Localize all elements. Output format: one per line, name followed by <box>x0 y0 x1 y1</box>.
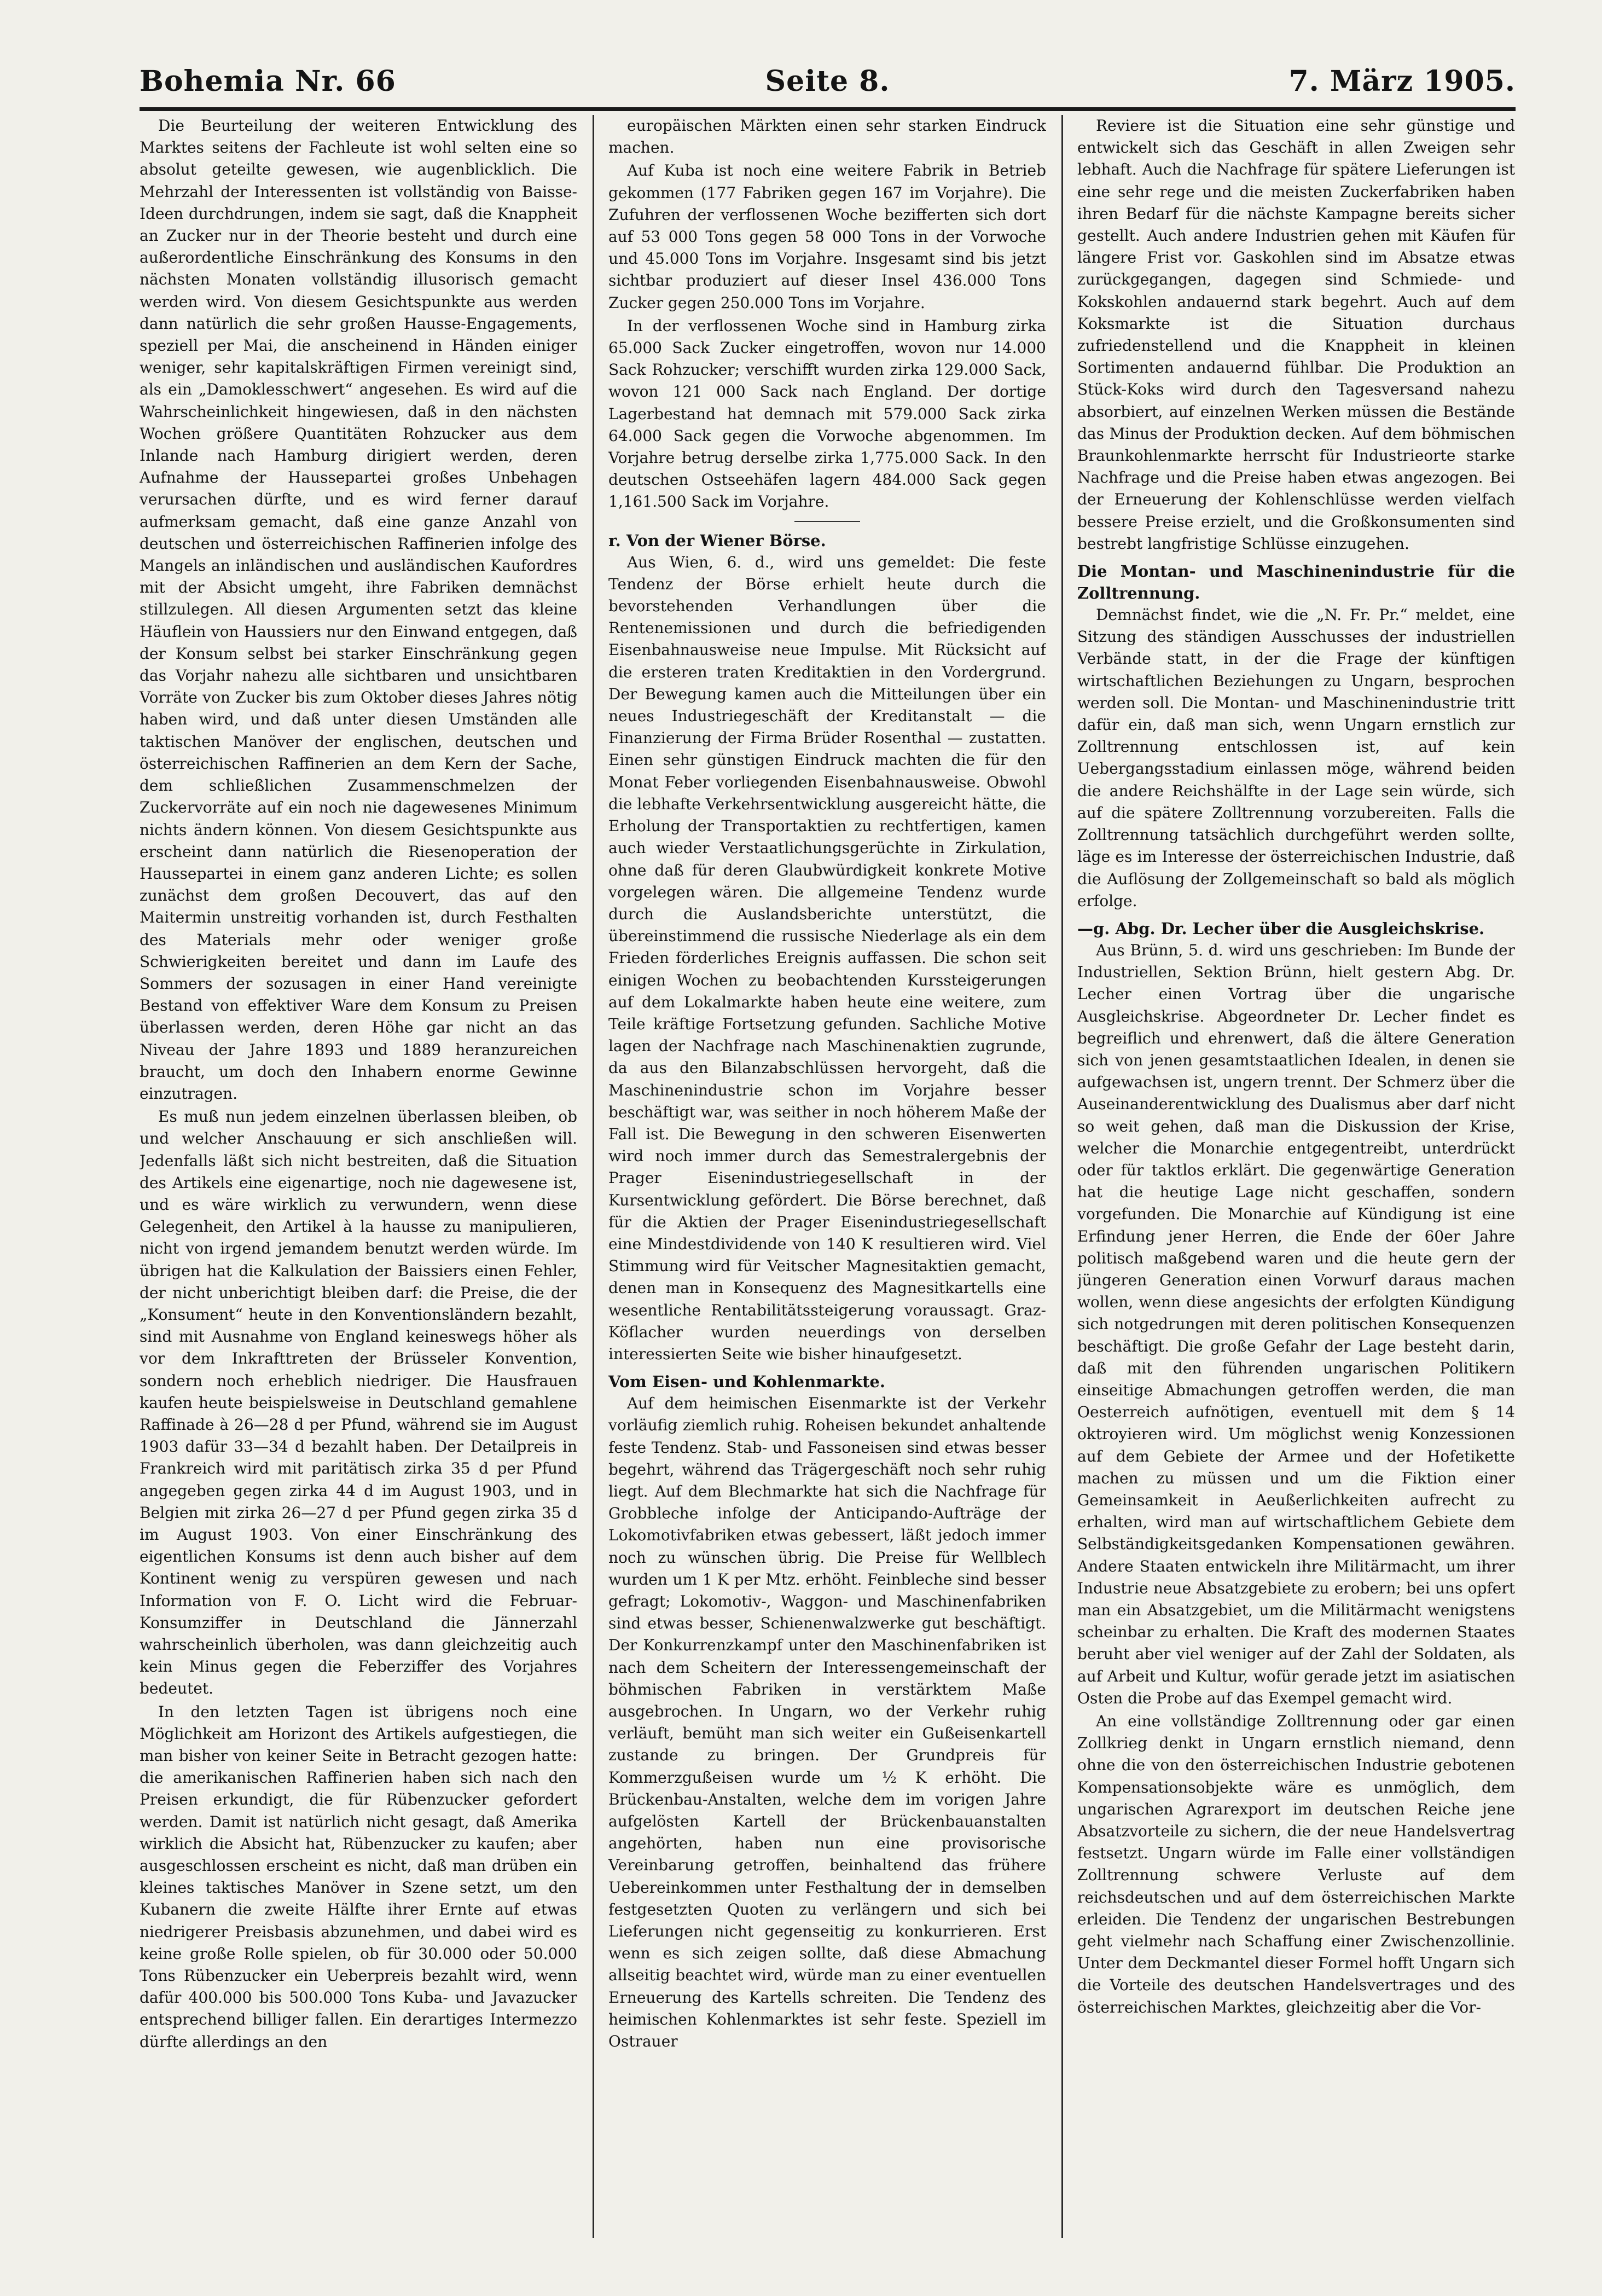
article-columns <box>140 115 1516 2238</box>
iron-coal-market-heading: Vom Eisen- und Kohlenmarkte. <box>608 1372 885 1391</box>
column-divider-1 <box>593 115 594 2238</box>
header-masthead: Bohemia Nr. 66 <box>140 65 396 98</box>
sugar-market-paragraph-3: In den letzten Tagen ist übrigens noch eine Möglichkeit am Horizont des Artikels aufgestiegen, die man bisher von keiner Seite in Betracht gezogen hatte: die amerikanischen Raffinerien haben sich nach den Preisen erkundigt, die für Rübenzucker gefordert werden. Damit ist natürlich nicht gesagt, daß Amerika wirklich die Absicht hat, Rübenzucker zu kaufen; aber ausgeschlossen erscheint es nicht, daß man drüben ein kleines taktisches Manöver in Szene setzt, um den Kubanern die zweite Hälfte ihrer Ernte auf etwas niedrigerer Preisbasis abzunehmen, und dabei wird es keine große Rolle spielen, ob für 30.000 oder 50.000 Tons Rübenzucker ein Ueberpreis bezahlt wird, wenn dafür 400.000 bis 500.000 Tons Kuba- und Javazucker entsprechend billiger fallen. Ein derartiges Intermezzo dürfte allerdings an den <box>140 1702 577 2051</box>
hamburg-paragraph: In der verflossenen Woche sind in Hamburg zirka 65.000 Sack Zucker eingetroffen, wovon nur 14.000 Sack Rohzucker; verschifft wurden zirka 129.000 Sack, wovon 121 000 Sack nach England. Der dortige Lagerbestand hat demnach mit 579.000 Sack zirka 64.000 Sack gegen die Vorwoche abgenommen. Im Vorjahre betrug derselbe zirka 1,775.000 Sack. In den deutschen Ostseehäfen lagern 484.000 Sack gegen 1,161.500 Sack im Vorjahre. <box>608 316 1046 511</box>
vienna-exchange-heading: r. Von der Wiener Börse. <box>608 531 826 550</box>
sugar-market-paragraph-1: Die Beurteilung der weiteren Entwicklung des Marktes seitens der Fachleute ist wohl selten eine so absolut geteilte gewesen, wie augenblicklich. Die Mehrzahl der Interessenten ist vollständig von Baisse-Ideen durchdrungen, indem sie sagt, daß die Knappheit an Zucker nur in der Theorie besteht und durch eine außerordentliche Einschränkung des Konsums in den nächsten Monaten vollständig illusorisch gemacht werden wird. Von diesem Gesichtspunkte aus werden dann natürlich die sehr großen Hausse-Engagements, speziell per Mai, die anscheinend in Händen einiger weniger, sehr kapitalskräftigen Firmen vereinigt sind, als ein „Damoklesschwert“ angesehen. Es wird auf die Wahrscheinlichkeit hingewiesen, daß in den nächsten Wochen größere Quantitäten Rohzucker aus dem Inlande nach Hamburg dirigiert werden, deren Aufnahme der Haussepartei großes Unbehagen verursachen dürfte, und es wird ferner darauf aufmerksam gemacht, daß eine ganze Anzahl von deutschen und österreichischen Raffinerien infolge des Mangels an inländischen und ausländischen Kaufordres mit der Absicht umgeht, ihre Fabriken demnächst stillzulegen. All diesen Argumenten setzt das kleine Häuflein von Haussiers nur den Einwand entgegen, daß der Konsum selbst bei starker Einschränkung gegen das Vorjahr nahezu alle sichtbaren und unsichtbaren Vorräte von Zucker bis zum Oktober dieses Jahres nötig haben wird, und daß unter diesen Umständen alle taktischen Manöver der englischen, deutschen und österreichischen Raffinerien an dem Kern der Sache, dem schließlichen Zusammenschmelzen der Zuckervorräte auf ein noch nie dagewesenes Minimum nichts ändern können. Von diesem Gesichtspunkte aus erscheint dann natürlich die Riesenoperation der Haussepartei in einem ganz anderen Lichte; es sollen zunächst dem großen Decouvert, das auf den Maitermin unstreitig vorhanden ist, durch Festhalten des Materials mehr oder weniger große Schwierigkeiten bereitet und dann im Laufe des Sommers der sozusagen in einer Hand vereinigte Bestand von effektiver Ware dem Konsum zu Preisen überlassen werden, deren Höhe gar nicht an das Niveau der Jahre 1893 und 1889 heranzureichen braucht, um doch den Inhabern enorme Gewinne einzutragen. <box>140 117 577 1103</box>
montan-industry-paragraph: Demnächst findet, wie die „N. Fr. Pr.“ meldet, eine Sitzung des ständigen Ausschusses der industriellen Verbände statt, in der die Frage der künftigen wirtschaftlichen Beziehungen zu Ungarn, besprochen werden soll. Die Montan- und Maschinenindustrie tritt dafür ein, daß man sich, wenn Ungarn ernstlich zur Zolltrennung entschlossen ist, auf kein Uebergangsstadium einlassen möge, während beiden die andere Reichshälfte in der Lage sein würde, sich auf die spätere Zolltrennung vorzubereiten. Falls die Zolltrennung tatsächlich durchgeführt werden sollte, läge es im Interesse der österreichischen Industrie, daß die Auflösung der Zollgemeinschaft so bald als möglich erfolge. <box>1077 606 1515 910</box>
column-1 <box>140 115 577 2238</box>
column-3 <box>1077 115 1515 2238</box>
iron-coal-market-paragraph: Auf dem heimischen Eisenmarkte ist der Verkehr vorläufig ziemlich ruhig. Roheisen bekundet anhaltende feste Tendenz. Stab- und Fassoneisen sind etwas besser begehrt, während das Trägergeschäft noch sehr ruhig liegt. Auf dem Blechmarkte hat sich die Nachfrage für Grobbleche infolge der Anticipando-Aufträge der Lokomotivfabriken etwas gebessert, läßt jedoch immer noch zu wünschen übrig. Die Preise für Wellblech wurden um 1 K per Mtz. erhöht. Feinbleche sind besser gefragt; Lokomotiv-, Waggon- und Maschinenfabriken sind etwas besser, Schienenwalzwerke gut beschäftigt. Der Konkurrenzkampf unter den Maschinenfabriken ist nach dem Scheitern der Interessengemeinschaft der böhmischen Fabriken in verstärktem Maße ausgebrochen. In Ungarn, wo der Verkehr ruhig verläuft, bemüht man sich weiter ein Gußeisenkartell zustande zu bringen. Der Grundpreis für Kommerzgußeisen wurde um ½ K erhöht. Die Brückenbau-Anstalten, welche dem im vorigen Jahre aufgelösten Kartell der Brückenbauanstalten angehörten, haben nun eine provisorische Vereinbarung getroffen, beinhaltend das frühere Uebereinkommen unter Festhaltung der in demselben festgesetzten Quoten zu verlängern und sich bei Lieferungen nicht gegenseitig zu konkurrieren. Erst wenn es sich zeigen sollte, daß diese Abmachung allseitig beachtet wird, würde man zu einer eventuellen Erneuerung des Kartells schreiten. Die Tendenz des heimischen Kohlenmarktes ist sehr feste. Speziell im Ostrauer <box>608 1394 1046 2051</box>
sugar-market-paragraph-2: Es muß nun jedem einzelnen überlassen bleiben, ob und welcher Anschauung er sich anschließen will. Jedenfalls läßt sich nicht bestreiten, daß die Situation des Artikels eine eigenartige, noch nie dagewesene ist, und es wäre wirklich zu verwundern, wenn diese Gelegenheit, den Artikel à la hausse zu manipulieren, nicht von irgend jemandem benutzt werden würde. Im übrigen hat die Kalkulation der Baissiers einen Fehler, der nicht unberichtigt bleiben darf: die Preise, die der „Konsument“ heute in den Konventionsländern bezahlt, sind mit Ausnahme von England keineswegs höher als vor dem Inkrafttreten der Brüsseler Konvention, sondern noch erheblich niedriger. Die Hausfrauen kaufen heute beispielsweise in Deutschland gemahlene Raffinade à 26—28 d per Pfund, während sie im August 1903 dafür 33—34 d bezahlt haben. Der Detailpreis in Frankreich wird mit paritätisch zirka 35 d per Pfund angegeben gegen zirka 44 d im August 1903, und in Belgien mit zirka 26—27 d per Pfund gegen zirka 35 d im August 1903. Von einer Einschränkung des eigentlichen Konsums ist denn auch bisher auf dem Kontinent wenig zu verspüren gewesen und nach Information von F. O. Licht wird die Februar-Konsumziffer in Deutschland die Jännerzahl wahrscheinlich überholen, was dann gleichzeitig auch kein Minus gegen die Feberziffer des Vorjahres bedeutet. <box>140 1108 577 1698</box>
column-divider-2 <box>1061 115 1063 2238</box>
sugar-market-paragraph-4: europäischen Märkten einen sehr starken Eindruck machen. <box>608 117 1046 157</box>
vienna-exchange-paragraph: Aus Wien, 6. d., wird uns gemeldet: Die feste Tendenz der Börse erhielt heute durch die bevorstehenden Verhandlungen über die Rentenemissionen und durch die befriedigenden Eisenbahnausweise neue Impulse. Mit Rücksicht auf die ersteren traten Kreditaktien in den Vordergrund. Der Bewegung kamen auch die Mitteilungen über ein neues Industriegeschäft der Kreditanstalt — die Finanzierung der Firma Brüder Rosenthal — zustatten. Einen sehr günstigen Eindruck machten die für den Monat Feber vorliegenden Eisenbahnausweise. Obwohl die lebhafte Verkehrsentwicklung ausgereicht hätte, die Erholung der Transportaktien zu rechtfertigen, kamen auch wieder Verstaatlichungsgerüchte in Zirkulation, ohne daß für deren Glaubwürdigkeit konkrete Motive vorgelegen wären. Die allgemeine Tendenz wurde durch die Auslandsberichte unterstützt, die übereinstimmend die russische Niederlage als ein dem Frieden förderliches Ereignis auffassen. Die schon seit einigen Wochen zu beobachtenden Kurssteigerungen auf dem Lokalmarkte haben heute eine weitere, zum Teile kräftige Fortsetzung gefunden. Sachliche Motive lagen der Nachfrage nach Maschinenaktien zugrunde, da aus den Bilanzabschlüssen hervorgeht, daß die Maschinenindustrie schon im Vorjahre besser beschäftigt war, was seither in noch höherem Maße der Fall ist. Die Bewegung in den schweren Eisenwerten wird noch immer durch das Semestralergebnis der Prager Eisenindustriegesellschaft in der Kursentwicklung gefördert. Die Börse berechnet, daß für die Aktien der Prager Eisenindustriegesellschaft eine Mindestdividende von 140 K resultieren wird. Viel Stimmung wird für Veitscher Magnesitaktien gemacht, denen man in Konsequenz des Magnesitkartells eine wesentliche Rentabilitätssteigerung voraussagt. Graz-Köflacher wurden neuerdings von derselben interessierten Seite wie bisher hinaufgesetzt. <box>608 553 1046 1363</box>
column-2 <box>608 115 1046 2238</box>
lecher-heading: —g. Abg. Dr. Lecher über die Ausgleichskrise. <box>1077 919 1485 938</box>
montan-industry-heading: Die Montan- und Maschinenindustrie für die Zolltrennung. <box>1077 562 1515 603</box>
lecher-paragraph-1: Aus Brünn, 5. d. wird uns geschrieben: Im Bunde der Industriellen, Sektion Brünn, hielt gestern Abg. Dr. Lecher einen Vortrag über die ungarische Ausgleichskrise. Abgeordneter Dr. Lecher findet es begreiflich und ehrenwert, daß die ältere Generation sich von jenen gesamtstaatlichen Idealen, in denen sie aufgewachsen ist, ungern trennt. Der Schmerz über die Auseinanderentwicklung des Dualismus aber darf nicht so weit gehen, daß man die Diskussion der Krise, welcher die Monarchie entgegentreibt, unterdrückt oder für taktlos erklärt. Die gegenwärtige Generation hat die heutige Lage nicht geschaffen, sondern vorgefunden. Die Monarchie auf Kündigung ist eine Erfindung jener Herren, die Ende der 60er Jahre politisch maßgebend waren und die heute gern der jüngeren Generation einen Vorwurf daraus machen wollen, wenn diese angesichts der erfolgten Kündigung sich notgedrungen mit deren politischen Konsequenzen beschäftigt. Die große Gefahr der Lage besteht darin, daß mit den führenden ungarischen Politikern einseitige Abmachungen getroffen werden, die man Oesterreich aufnötigen, eventuell mit dem § 14 oktroyieren wird. Um möglichst wenig Konzessionen auf dem Gebiete der Armee und der Hofetikette machen zu müssen und um die Fiktion einer Gemeinsamkeit in Aeußerlichkeiten aufrecht zu erhalten, wird man auf wirtschaftlichem Gebiete dem Selbständigkeitsgedanken Kompensationen gewähren. Andere Staaten entwickeln ihre Militärmacht, um ihrer Industrie neue Absatzgebiete zu erobern; bei uns opfert man ein Absatzgebiet, um die Militärmacht wenigstens scheinbar zu erhalten. Die Kraft des modernen Staates beruht aber viel weniger auf der Zahl der Soldaten, als auf Arbeit und Kultur, wofür gerade jetzt im asiatischen Osten die Probe auf das Exempel gemacht wird. <box>1077 941 1515 1707</box>
page-header <box>140 65 1516 111</box>
header-date: 7. März 1905. <box>1288 65 1516 98</box>
header-page-number: Seite 8. <box>765 65 890 98</box>
lecher-paragraph-2: An eine vollständige Zolltrennung oder gar einen Zollkrieg denkt in Ungarn ernstlich niemand, denn ohne die von den österreichischen Industrie gebotenen Kompensationsobjekte wäre es unmöglich, dem ungarischen Agrarexport im deutschen Reiche jene Absatzvorteile zu sichern, die der neue Handelsvertrag festsetzt. Ungarn würde im Falle einer vollständigen Zolltrennung schwere Verluste auf dem reichsdeutschen und auf dem österreichischen Markte erleiden. Die Tendenz der ungarischen Bestrebungen geht vielmehr nach Schaffung einer Zwischenzollinie. Unter dem Deckmantel dieser Formel hofft Ungarn sich die Vorteile des deutschen Handelsvertrages und des österreichischen Marktes, gleichzeitig aber die Vor- <box>1077 1712 1515 2016</box>
section-separator <box>794 521 860 522</box>
kuba-paragraph: Auf Kuba ist noch eine weitere Fabrik in Betrieb gekommen (177 Fabriken gegen 167 im Vorjahre). Die Zufuhren der verflossenen Woche bezifferten sich dort auf 53 000 Tons gegen 58 000 Tons in der Vorwoche und 45.000 Tons im Vorjahre. Insgesamt sind bis jetzt sichtbar produziert auf dieser Insel 436.000 Tons Zucker gegen 250.000 Tons im Vorjahre. <box>608 161 1046 312</box>
coal-market-paragraph: Reviere ist die Situation eine sehr günstige und entwickelt sich das Geschäft in allen Zweigen sehr lebhaft. Auch die Nachfrage für spätere Lieferungen ist eine sehr rege und die meisten Zuckerfabriken haben ihren Bedarf für die nächste Kampagne bereits sicher gestellt. Auch andere Industrien gehen mit Käufen für längere Frist vor. Gaskohlen sind im Absatze etwas zurückgegangen, dagegen sind Schmiede- und Kokskohlen andauernd stark begehrt. Auch auf dem Koksmarkte ist die Situation durchaus zufriedenstellend und die Knappheit in kleinen Sortimenten andauernd fühlbar. Die Produktion an Stück-Koks wird durch den Tagesversand nahezu absorbiert, auf einzelnen Werken müssen die Bestände das Minus der Produktion decken. Auf dem böhmischen Braunkohlenmarkte herrscht für Industrieorte starke Nachfrage und die Preise haben etwas angezogen. Bei der Erneuerung der Kohlenschlüsse werden vielfach bessere Preise erzielt, und die Großkonsumenten sind bestrebt langfristige Schlüsse einzugehen. <box>1077 117 1515 553</box>
